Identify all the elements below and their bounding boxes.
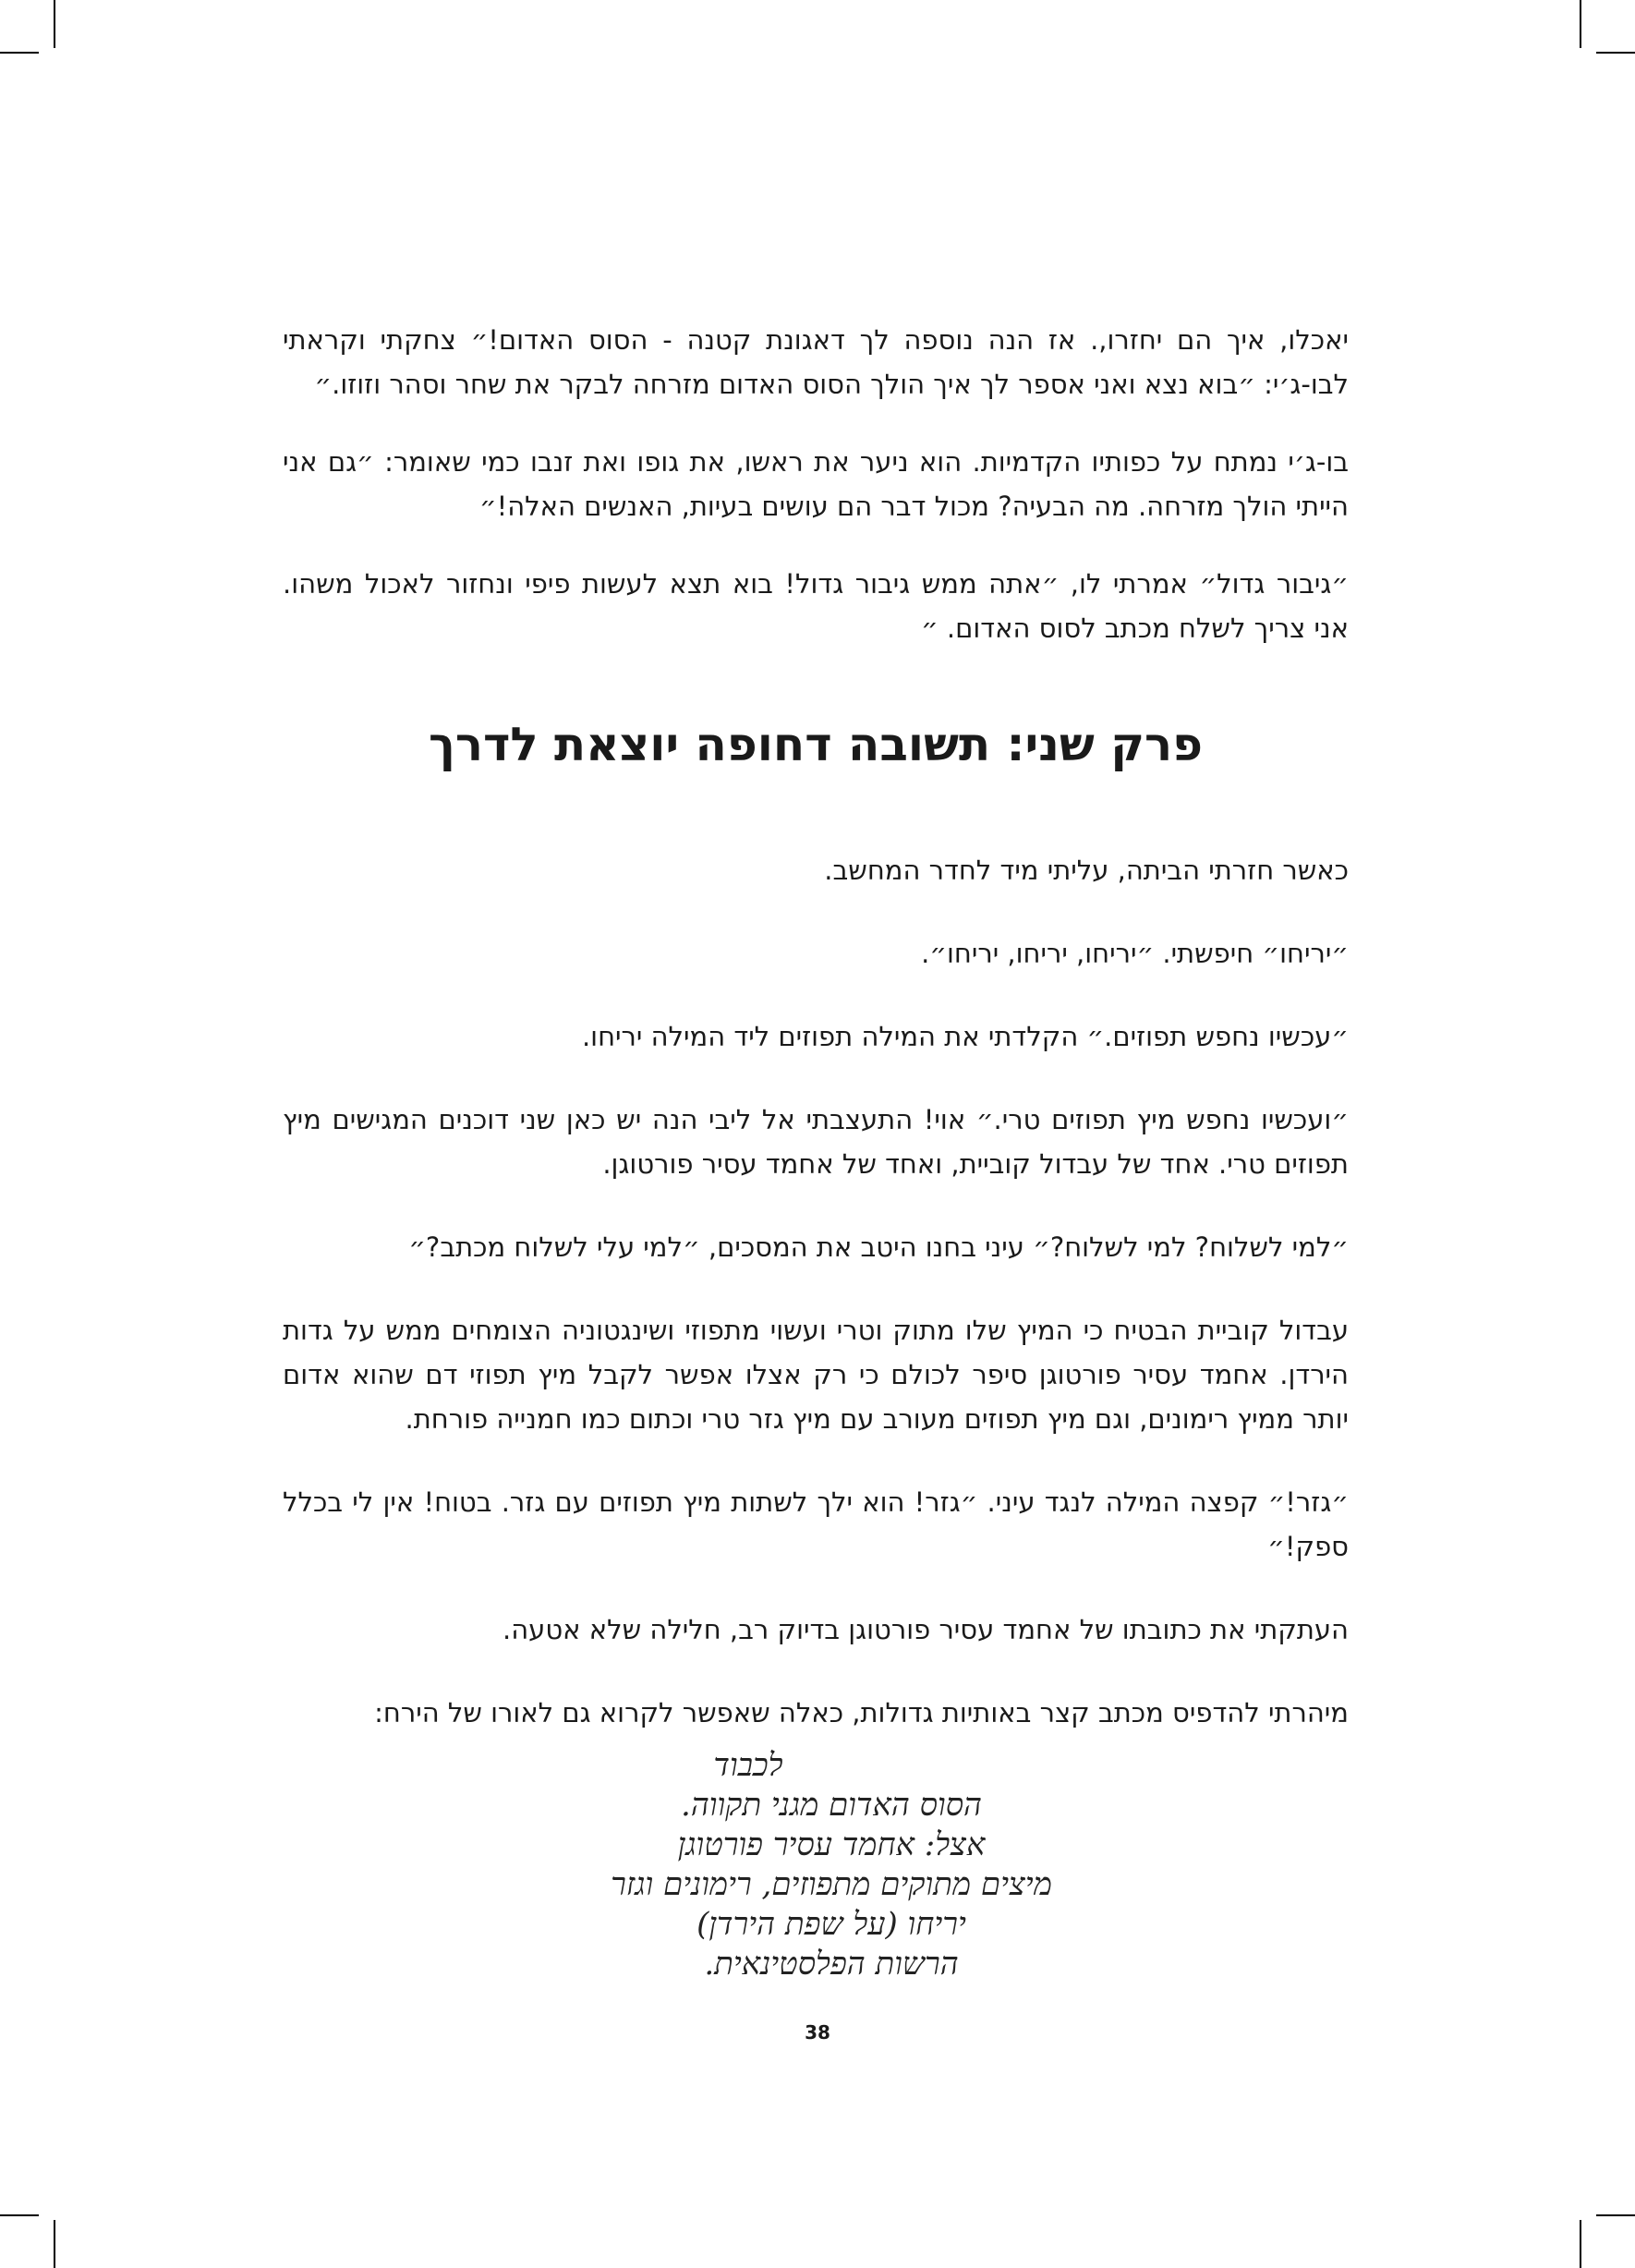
chapter-text-block	[283, 848, 1349, 1735]
crop-mark-bottom-left-vertical	[54, 2220, 55, 2268]
paragraph: יאכלו, איך הם יחזרו,. אז הנה נוספה לך דאגונת קטנה - הסוס האדום!״ צחקתי וקראתי לבו-ג׳י: ״בוא נצא ואני אספר לך איך הולך הסוס האדום מזרחה לבקר את שחר וסהר וזוזו.״	[283, 324, 1349, 400]
top-text-block	[283, 318, 1349, 650]
paragraph: ״עכשיו נחפש תפוזים.״ הקלדתי את המילה תפוזים ליד המילה יריחו.	[581, 1021, 1349, 1052]
letter-line: לכבוד	[713, 1747, 783, 1784]
paragraph: ״ועכשיו נחפש מיץ תפוזים טרי.״ אוי! התעצבתי אל ליבי הנה יש כאן שני דוכנים המגישים מיץ תפוזים טרי. אחד של עבדול קוביית, ואחד של אחמד עסיר פורטוגן.	[283, 1104, 1349, 1180]
paragraph: כאשר חזרתי הביתה, עליתי מיד לחדר המחשב.	[824, 855, 1349, 886]
paragraph: מיהרתי להדפיס מכתב קצר באותיות גדולות, כאלה שאפשר לקרוא גם לאורו של הירח:	[374, 1697, 1349, 1728]
crop-mark-bottom-left-horizontal	[0, 2214, 39, 2216]
letter-line: יריחו (על שפת הירדן)	[696, 1906, 966, 1943]
letter-address	[462, 1746, 1201, 1984]
crop-mark-bottom-right-horizontal	[1596, 2214, 1635, 2216]
crop-mark-top-left-horizontal	[0, 52, 39, 54]
letter-line: אצל: אחמד עסיר פורטוגן	[677, 1826, 986, 1863]
crop-mark-bottom-right-vertical	[1580, 2220, 1581, 2268]
letter-line: הרשות הפלסטינאית.	[704, 1946, 959, 1983]
paragraph: העתקתי את כתובתו של אחמד עסיר פורטוגן בדיוק רב, חלילה שלא אטעה.	[503, 1614, 1349, 1645]
chapter-title: פרק שני: תשובה דחופה יוצאת לדרך	[428, 718, 1204, 771]
letter-line: מיצים מתוקים מתפוזים, רימונים וגזר	[611, 1866, 1052, 1903]
crop-mark-top-left-vertical	[54, 0, 55, 48]
paragraph: בו-ג׳י נמתח על כפותיו הקדמיות. הוא ניער את ראשו, את גופו ואת זנבו כמי שאומר: ״גם אני הייתי הולך מזרחה. מה הבעיה? מכול דבר הם עושים בעיות, האנשים האלה!״	[283, 446, 1349, 522]
page-number: 38	[805, 2021, 830, 2044]
crop-mark-top-right-horizontal	[1596, 52, 1635, 54]
letter-line: הסוס האדום מגני תקווה.	[681, 1787, 982, 1824]
paragraph: ״יריחו״ חיפשתי. ״יריחו, יריחו, יריחו״.	[921, 938, 1349, 969]
paragraph: עבדול קוביית הבטיח כי המיץ שלו מתוק וטרי ועשוי מתפוזי ושינגטוניה הצומחים ממש על גדות הירדן. אחמד עסיר פורטוגן סיפר לכולם כי רק אצלו אפשר לקבל מיץ תפוזי דם שהוא אדום יותר ממיץ רימונים, וגם מיץ תפוזים מעורב עם מיץ גזר טרי וכתום כמו חמנייה פורחת.	[283, 1315, 1349, 1435]
paragraph: ״למי לשלוח? למי לשלוח?״ עיני בחנו היטב את המסכים, ״למי עלי לשלוח מכתב?״	[408, 1231, 1349, 1263]
paragraph: ״גזר!״ קפצה המילה לנגד עיני. ״גזר! הוא ילך לשתות מיץ תפוזים עם גזר. בטוח! אין לי בכלל ספק!״	[283, 1486, 1349, 1562]
paragraph: ״גיבור גדול״ אמרתי לו, ״אתה ממש גיבור גדול! בוא תצא לעשות פיפי ונחזור לאכול משהו. אני צריך לשלח מכתב לסוס האדום. ״	[283, 568, 1349, 644]
crop-mark-top-right-vertical	[1580, 0, 1581, 48]
